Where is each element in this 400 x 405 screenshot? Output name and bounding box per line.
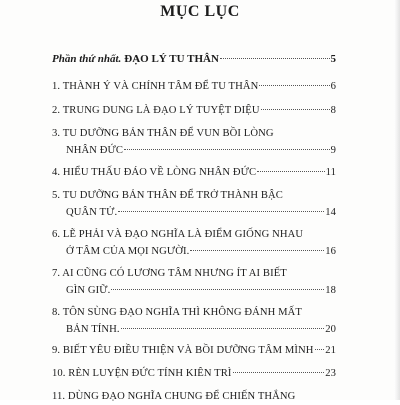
dot-leader: [220, 58, 330, 59]
toc-entry-text: 8. TÔN SÙNG ĐẠO NGHĨA THÌ KHÔNG ĐÁNH MẤT: [52, 307, 302, 318]
toc-entry-text-cont: NHÂN ĐỨC: [66, 145, 123, 156]
toc-entry-text: 2. TRUNG DUNG LÀ ĐẠO LÝ TUYỆT DIỆU: [52, 105, 260, 116]
toc-page-number: 20: [325, 324, 336, 335]
dot-leader: [124, 149, 330, 150]
toc-entry-1: [52, 78, 336, 95]
toc-page-number: 8: [330, 105, 336, 116]
toc-entry-10: [52, 365, 336, 382]
toc-entry-2: [52, 102, 336, 119]
part-heading: [52, 53, 336, 65]
page-title: MỤC LỤC: [160, 3, 240, 20]
toc-entry-text-cont: GÌN GIỮ.: [66, 285, 111, 296]
part-name: ĐẠO LÝ TU THÂN: [124, 53, 219, 65]
toc-page-number: 14: [325, 207, 336, 218]
dot-leader: [315, 349, 325, 350]
toc-page-number: 18: [325, 285, 336, 296]
toc-entry-3: [52, 125, 336, 159]
toc-entry-text-cont: BẢN TÍNH.: [66, 324, 120, 335]
toc-page-number: 16: [325, 246, 336, 257]
toc-entry-text-cont: QUÂN TỬ.: [66, 207, 118, 218]
toc-entry-text: 6. LẼ PHẢI VÀ ĐẠO NGHĨA LÀ ĐIỂM GIỐNG NHAU: [52, 229, 304, 240]
toc-page-number: 21: [325, 345, 336, 356]
dot-leader: [233, 372, 325, 373]
toc-entry-7: [52, 265, 336, 299]
toc-page-number: 11: [325, 167, 336, 178]
dot-leader: [190, 250, 324, 251]
toc-entry-text: 1. THÀNH Ý VÀ CHÍNH TÂM ĐỂ TU THÂN: [52, 81, 259, 92]
dot-leader: [257, 171, 324, 172]
toc-entry-8: [52, 304, 336, 338]
toc-entry-text: 9. BIẾT YÊU ĐIỀU THIỆN VÀ BỒI DƯỠNG TÂM MÌNH: [52, 345, 314, 356]
dot-leader: [121, 328, 325, 329]
dot-leader: [259, 85, 329, 86]
toc-page-number: 6: [330, 81, 336, 92]
toc-entry-text: 3. TU DƯỠNG BẢN THÂN ĐỂ VUN BỒI LÒNG: [52, 128, 274, 139]
toc-entry-11: [52, 388, 336, 405]
page-edge-shadow: [394, 0, 400, 400]
toc-entry-4: [52, 164, 336, 181]
toc-page-number: 23: [325, 368, 336, 379]
part-label: Phần thứ nhất.: [52, 53, 122, 65]
toc-entry-text-cont: Ở TÂM CỦA MỌI NGƯỜI.: [66, 246, 190, 257]
dot-leader: [111, 289, 324, 290]
toc-entry-text: 10. RÈN LUYỆN ĐỨC TÍNH KIÊN TRÌ: [52, 368, 232, 379]
toc-entry-text: 4. HIỂU THẤU ĐÁO VỀ LÒNG NHÂN ĐỨC: [52, 167, 257, 178]
part-page-number: 5: [330, 53, 336, 65]
toc-entry-text: 7. AI CŨNG CÓ LƯƠNG TÂM NHƯNG ÍT AI BIẾT: [52, 268, 287, 279]
toc-entry-9: [52, 342, 336, 359]
dot-leader: [261, 109, 330, 110]
toc-entry-5: [52, 187, 336, 221]
toc-entry-text: 5. TU DƯỠNG BẢN THÂN ĐỂ TRỞ THÀNH BẬC: [52, 190, 283, 201]
toc-entry-text: 11. DÙNG ĐẠO NGHĨA CHUNG ĐỂ CHIẾN THẮNG: [52, 391, 296, 402]
toc-page-number: 9: [330, 145, 336, 156]
toc-entry-6: [52, 226, 336, 260]
dot-leader: [118, 211, 324, 212]
